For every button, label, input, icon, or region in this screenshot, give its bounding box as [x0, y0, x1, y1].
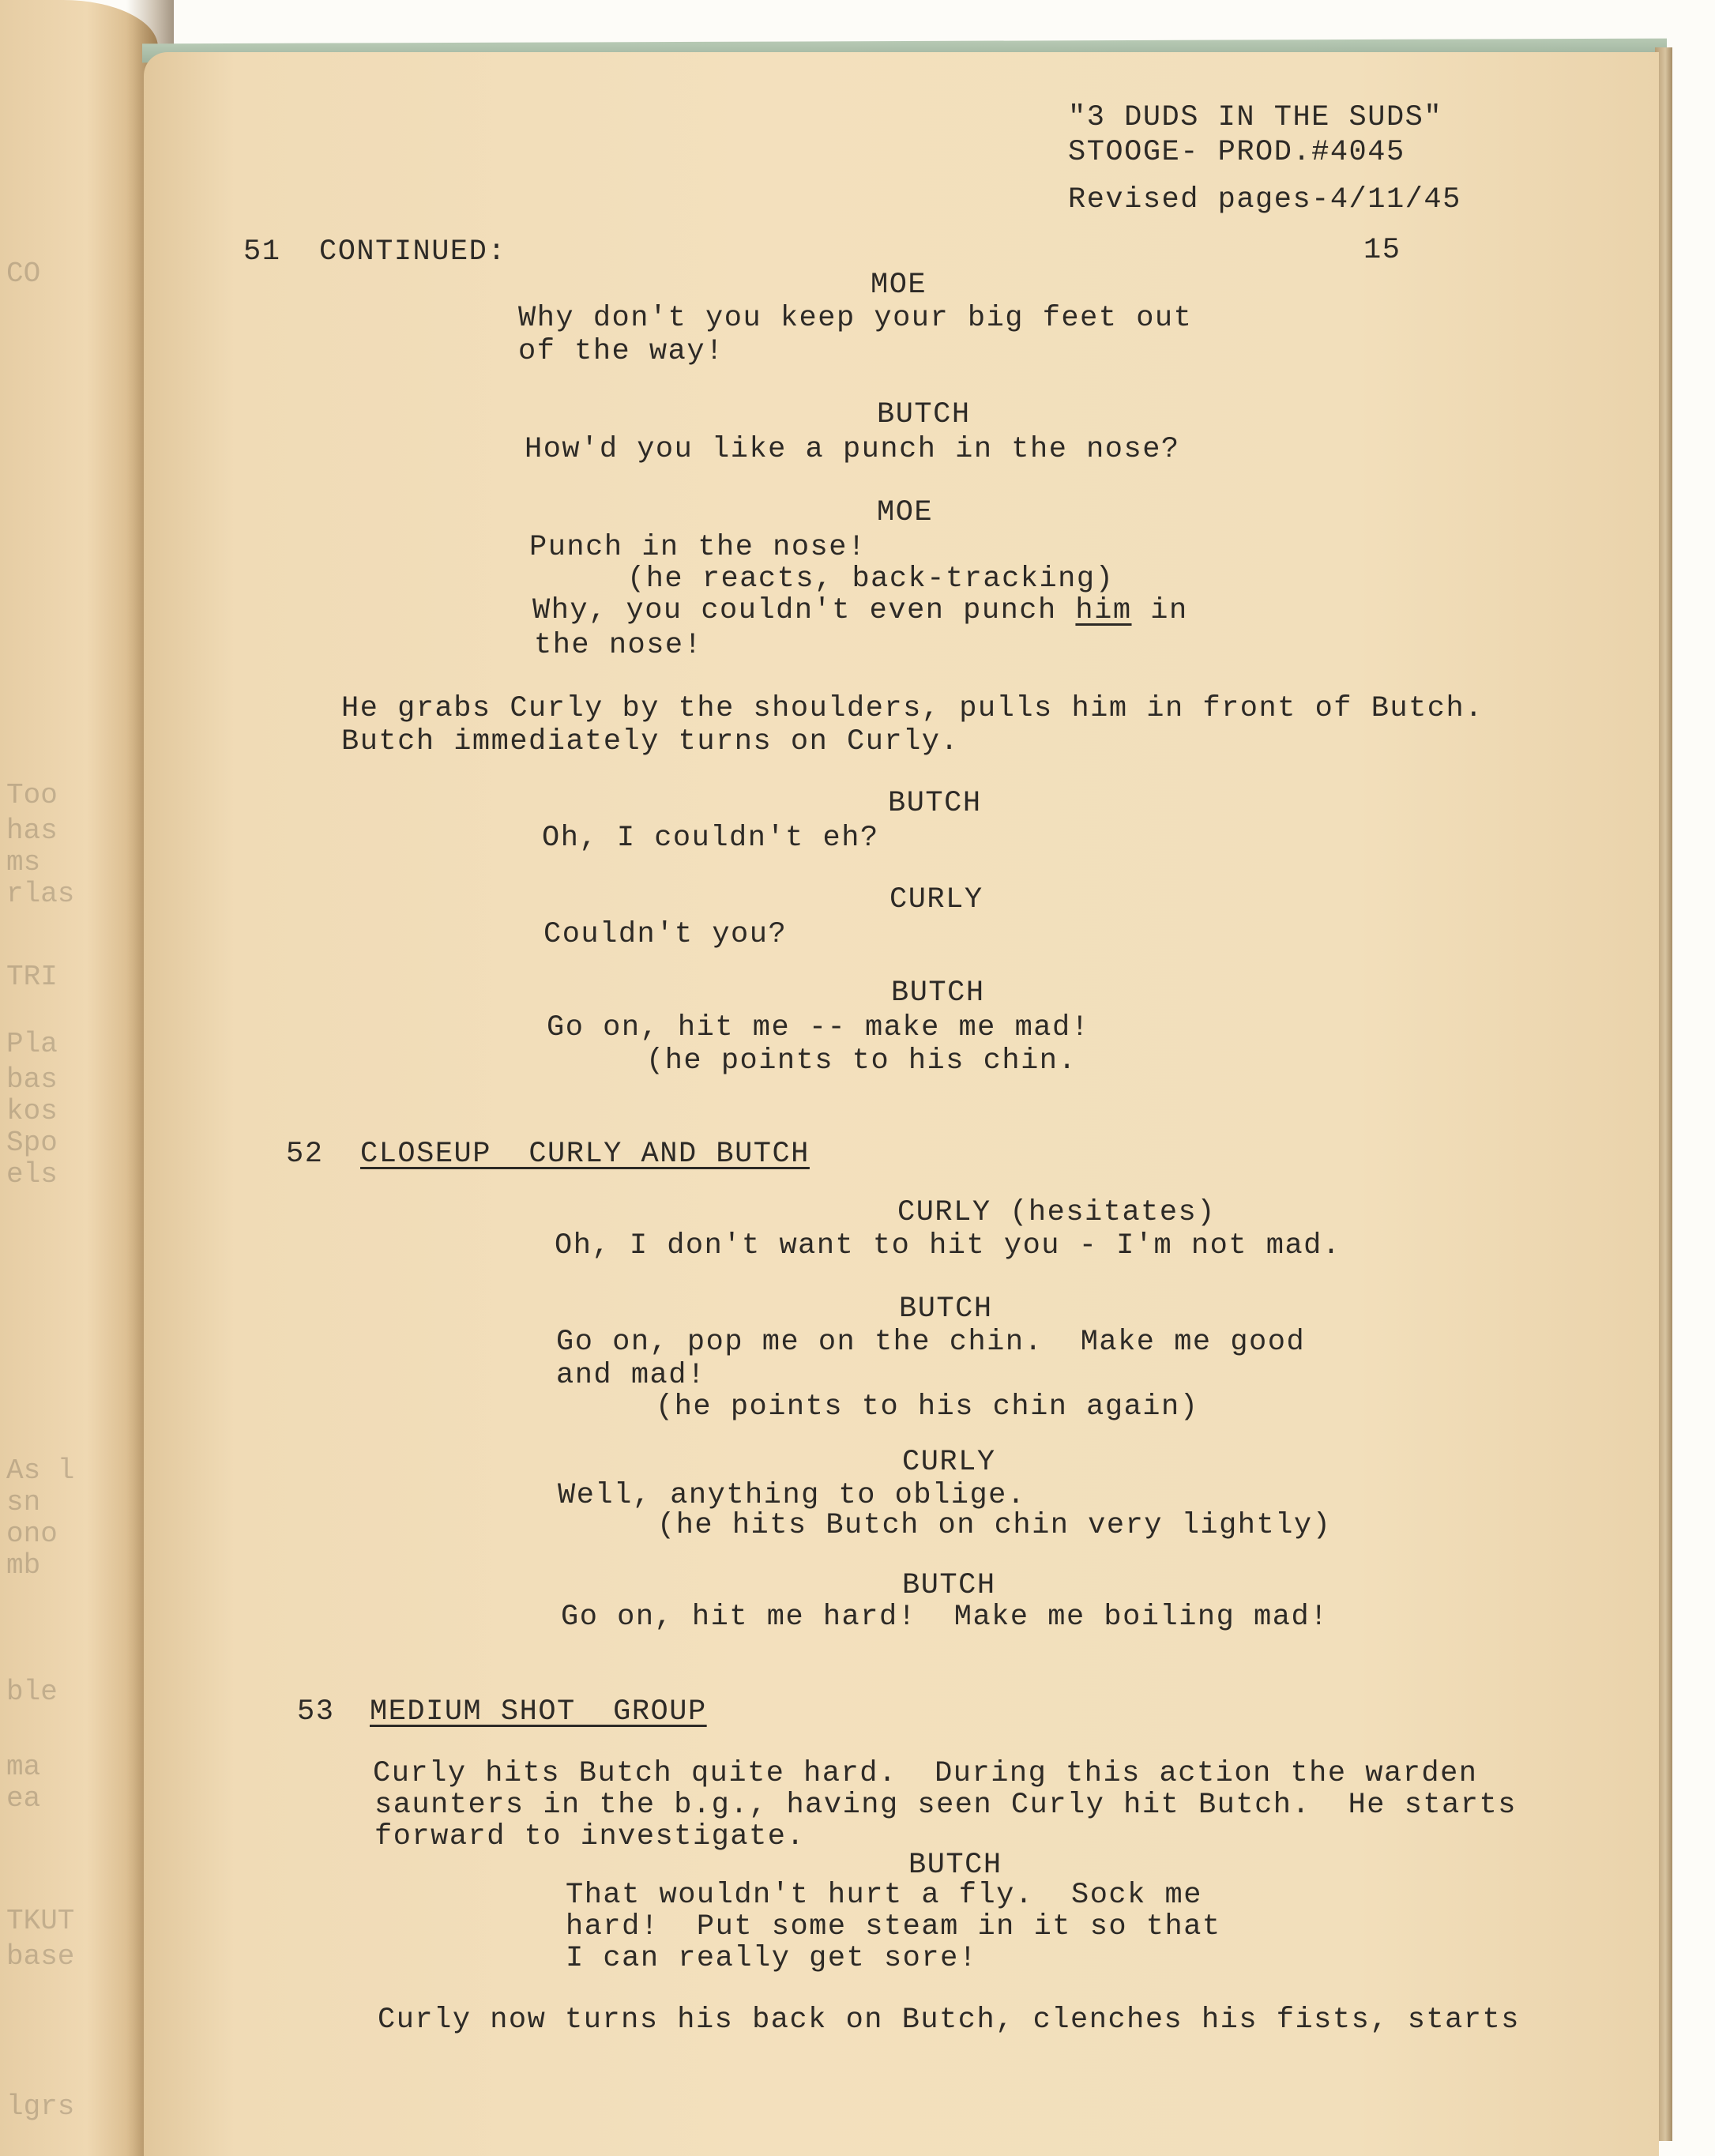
character-cue: BUTCH — [877, 398, 971, 431]
parenthetical: (he hits Butch on chin very lightly) — [657, 1509, 1332, 1542]
dialogue-line: I can really get sore! — [566, 1942, 978, 1975]
action-line: Curly now turns his back on Butch, clenches his fists, starts — [378, 2004, 1520, 2037]
dialogue-line: the nose! — [534, 629, 703, 662]
scene-slug: MEDIUM SHOT GROUP — [370, 1695, 707, 1729]
bleed-fragment: Spo — [6, 1127, 58, 1159]
scene-number: 52 — [286, 1138, 324, 1171]
dialogue-line: of the way! — [518, 335, 724, 368]
dialogue-line: hard! Put some steam in it so that — [566, 1910, 1221, 1943]
character-cue: MOE — [871, 269, 927, 302]
bleed-fragment: rlas — [6, 878, 75, 910]
character-cue: BUTCH — [902, 1569, 996, 1602]
character-cue: CURLY (hesitates) — [897, 1196, 1216, 1229]
scene-number: 53 — [297, 1695, 335, 1729]
script-page — [144, 52, 1659, 2156]
dialogue-text: Why, you couldn't even punch — [532, 594, 1076, 627]
bleed-fragment: has — [6, 815, 58, 847]
bleed-fragment: ea — [6, 1782, 41, 1815]
dialogue-line: How'd you like a punch in the nose? — [525, 433, 1180, 466]
bleed-fragment: bas — [6, 1063, 58, 1096]
dialogue-line: That wouldn't hurt a fly. Sock me — [566, 1879, 1202, 1912]
action-line: He grabs Curly by the shoulders, pulls him in front of Butch. — [341, 692, 1484, 725]
script-title: "3 DUDS IN THE SUDS" — [1068, 101, 1443, 134]
production-number: STOOGE- PROD.#4045 — [1068, 136, 1405, 169]
action-line: Butch immediately turns on Curly. — [341, 725, 960, 758]
scene-slug: CONTINUED: — [319, 235, 507, 269]
action-line: Curly hits Butch quite hard. During this action the warden — [373, 1757, 1478, 1790]
bleed-fragment: ma — [6, 1751, 41, 1783]
action-line: saunters in the b.g., having seen Curly hit Butch. He starts — [374, 1789, 1517, 1822]
bleed-fragment: els — [6, 1158, 58, 1191]
bleed-fragment: TRI — [6, 961, 58, 993]
character-cue: BUTCH — [891, 976, 985, 1010]
bleed-fragment: ble — [6, 1676, 58, 1708]
scene-slug: CLOSEUP CURLY AND BUTCH — [360, 1138, 810, 1171]
action-line: forward to investigate. — [374, 1820, 806, 1853]
dialogue-line — [532, 594, 1188, 627]
parenthetical: (he points to his chin again) — [656, 1390, 1199, 1424]
bleed-fragment: Too — [6, 779, 58, 811]
character-cue: BUTCH — [899, 1292, 993, 1326]
bleed-fragment: TKUT — [6, 1905, 75, 1937]
dialogue-line: Go on, hit me hard! Make me boiling mad! — [561, 1601, 1329, 1634]
bleed-fragment: kos — [6, 1095, 58, 1127]
dialogue-line: Go on, hit me -- make me mad! — [547, 1011, 1090, 1044]
dialogue-line: and mad! — [556, 1359, 706, 1392]
dialogue-line: Well, anything to oblige. — [558, 1479, 1026, 1512]
bleed-fragment: Pla — [6, 1028, 58, 1060]
character-cue: BUTCH — [908, 1849, 1002, 1882]
character-cue: BUTCH — [888, 787, 982, 820]
dialogue-text: in — [1131, 594, 1188, 627]
parenthetical: (he reacts, back-tracking) — [627, 563, 1115, 596]
character-cue: MOE — [877, 496, 934, 529]
character-cue: CURLY — [889, 883, 983, 916]
bleed-fragment: CO — [6, 258, 41, 290]
page-number: 15 — [1363, 234, 1401, 267]
underlined-emphasis: him — [1075, 594, 1132, 627]
bleed-fragment: mb — [6, 1549, 41, 1582]
bleed-fragment: sn — [6, 1486, 41, 1518]
dialogue-line: Couldn't you? — [543, 918, 788, 951]
bleed-fragment: lgrs — [6, 2090, 75, 2123]
bleed-fragment: base — [6, 1940, 75, 1973]
revision-date: Revised pages-4/11/45 — [1068, 183, 1461, 216]
character-cue: CURLY — [902, 1446, 996, 1479]
dialogue-line: Go on, pop me on the chin. Make me good — [556, 1326, 1306, 1359]
bleed-fragment: As l — [6, 1454, 75, 1487]
dialogue-line: Oh, I couldn't eh? — [542, 822, 879, 855]
bleed-fragment: ms — [6, 846, 41, 879]
parenthetical: (he points to his chin. — [646, 1044, 1078, 1078]
dialogue-line: Oh, I don't want to hit you - I'm not mad. — [555, 1229, 1341, 1262]
scene-number: 51 — [243, 235, 281, 269]
bleed-fragment: ono — [6, 1518, 58, 1550]
dialogue-line: Why don't you keep your big feet out — [518, 302, 1193, 335]
dialogue-line: Punch in the nose! — [529, 531, 867, 564]
